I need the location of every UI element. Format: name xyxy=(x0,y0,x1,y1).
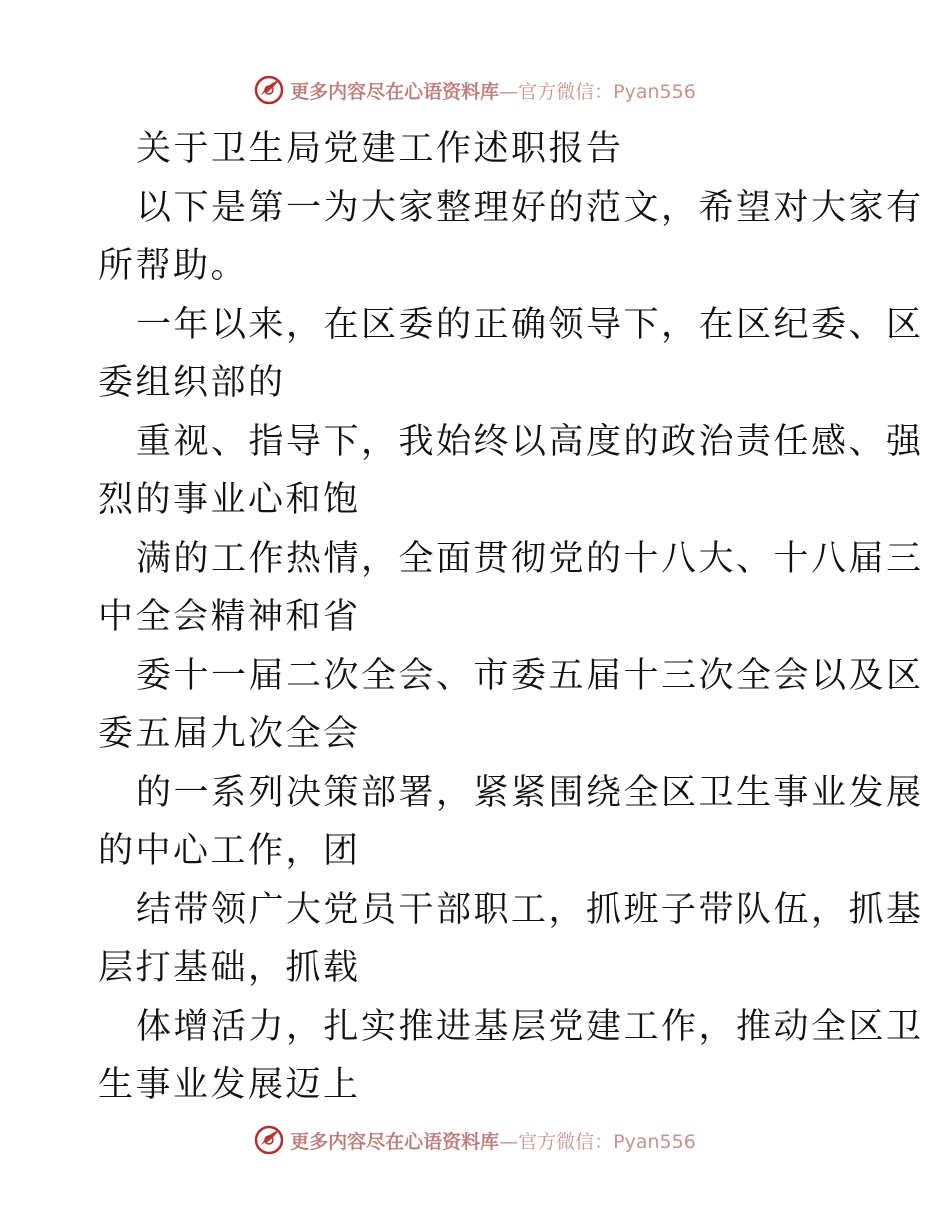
paragraph-line: 重视、指导下，我始终以高度的政治责任感、强 xyxy=(136,421,924,462)
footer-watermark xyxy=(0,1120,950,1160)
document-body xyxy=(98,120,924,1115)
paragraph-line: 中全会精神和省 xyxy=(98,597,361,637)
paragraph-line: 委五届九次全会 xyxy=(98,714,361,754)
paragraph-line: 满的工作热情，全面贯彻党的十八大、十八届三 xyxy=(136,538,924,579)
paragraph-line: 委组织部的 xyxy=(98,363,286,403)
quill-pen-logo-icon xyxy=(254,1125,284,1155)
paragraph-line: 烈的事业心和饱 xyxy=(98,480,361,520)
footer-brand-text xyxy=(290,1127,696,1154)
paragraph-line: 的一系列决策部署，紧紧围绕全区卫生事业发展 xyxy=(136,772,924,813)
header-brand-text xyxy=(290,77,696,104)
header-watermark xyxy=(0,70,950,110)
paragraph-line: 的中心工作，团 xyxy=(98,831,361,871)
footer-brand-name: 更多内容尽在心语资料库 xyxy=(290,1130,500,1153)
header-brand-name: 更多内容尽在心语资料库 xyxy=(290,80,500,103)
paragraph-line: 委十一届二次全会、市委五届十三次全会以及区 xyxy=(136,655,924,696)
document-title: 关于卫生局党建工作述职报告 xyxy=(136,129,624,169)
paragraph-line: 结带领广大党员干部职工，抓班子带队伍，抓基 xyxy=(136,889,924,930)
paragraph-line: 体增活力，扎实推进基层党建工作，推动全区卫 xyxy=(136,1006,924,1047)
paragraph-line: 以下是第一为大家整理好的范文，希望对大家有 xyxy=(136,187,924,228)
paragraph-line: 层打基础，抓载 xyxy=(98,948,361,988)
quill-pen-logo-icon xyxy=(254,75,284,105)
footer-wechat-id: —官方微信：Pyan556 xyxy=(499,1130,696,1153)
header-wechat-id: —官方微信：Pyan556 xyxy=(499,80,696,103)
paragraph-line: 一年以来，在区委的正确领导下，在区纪委、区 xyxy=(136,304,924,345)
paragraph-line: 所帮助。 xyxy=(98,246,249,286)
paragraph-line: 生事业发展迈上 xyxy=(98,1065,361,1105)
